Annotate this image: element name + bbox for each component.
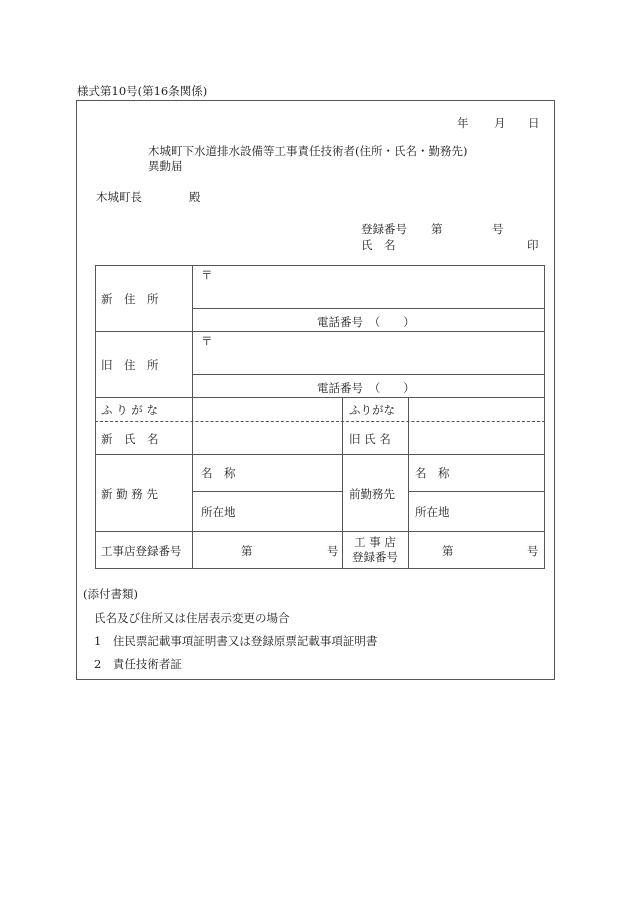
- name-column-divider: [408, 397, 409, 454]
- date-year-label: 年: [457, 116, 469, 130]
- attachment-item: 1 住民票記載事項証明書又は登録原票記載事項証明書: [94, 634, 378, 648]
- old-address-phone-divider: [192, 374, 545, 375]
- label-column-divider: [192, 265, 193, 569]
- registration-dai-label: 第: [431, 222, 443, 236]
- employer-name-label: 名 称: [201, 466, 236, 480]
- row-divider: [95, 531, 545, 532]
- old-address-label: 旧 住 所: [101, 358, 159, 372]
- date-month-label: 月: [494, 116, 506, 130]
- phone-number-label: 電話番号 （ ）: [317, 315, 415, 329]
- contractor-label-line2: 登録番号: [352, 550, 398, 564]
- employer-column-divider: [408, 454, 409, 569]
- new-employer-label: 新 勤 務 先: [101, 487, 158, 501]
- contractor-registration-label: 工事店登録番号: [101, 544, 182, 558]
- form-number-label: 様式第10号(第16条関係): [77, 84, 208, 98]
- attachment-item: 2 責任技術者証: [94, 657, 182, 671]
- new-address-phone-divider: [192, 308, 545, 309]
- applicant-name-label: 氏 名: [361, 238, 396, 252]
- change-details-table: [95, 265, 545, 569]
- registration-go-label: 号: [527, 544, 539, 558]
- registration-number-label: 登録番号: [361, 222, 407, 236]
- postal-mark: 〒: [201, 268, 213, 282]
- new-address-label: 新 住 所: [101, 292, 159, 306]
- date-day-label: 日: [528, 116, 540, 130]
- attachments-title: (添付書類): [83, 587, 138, 601]
- name-column-divider: [342, 397, 343, 454]
- furigana-dashed-divider: [95, 421, 545, 422]
- new-name-label: 新 氏 名: [101, 432, 159, 446]
- registration-dai-label: 第: [241, 544, 253, 558]
- employer-sub-divider: [408, 491, 545, 492]
- form-title-line2: 異動届: [148, 159, 183, 173]
- employer-name-label: 名 称: [415, 466, 450, 480]
- contractor-label-line1: 工 事 店: [354, 535, 396, 549]
- table-border-right: [544, 265, 545, 569]
- registration-go-label: 号: [327, 544, 339, 558]
- employer-location-label: 所在地: [415, 505, 450, 519]
- furigana-label: ふりがな: [349, 403, 395, 417]
- seal-mark: 印: [527, 238, 539, 252]
- addressee-honorific: 殿: [189, 190, 201, 204]
- row-divider: [95, 331, 545, 332]
- employer-location-label: 所在地: [201, 505, 236, 519]
- registration-go-label: 号: [492, 222, 504, 236]
- form-title-line1: 木城町下水道排水設備等工事責任技術者(住所・氏名・勤務先): [148, 144, 468, 158]
- registration-dai-label: 第: [442, 544, 454, 558]
- phone-number-label: 電話番号 （ ）: [317, 381, 415, 395]
- row-divider: [95, 397, 545, 398]
- old-name-label: 旧 氏 名: [349, 432, 391, 446]
- addressee-name: 木城町長: [96, 190, 142, 204]
- table-border-bottom: [95, 568, 545, 569]
- employer-sub-divider: [192, 491, 342, 492]
- attachments-note: 氏名及び住所又は住居表示変更の場合: [94, 611, 290, 625]
- table-border-top: [95, 265, 545, 266]
- row-divider: [95, 454, 545, 455]
- previous-employer-label: 前勤務先: [349, 487, 395, 501]
- postal-mark: 〒: [201, 334, 213, 348]
- contractor-registration-label-right: [342, 535, 408, 565]
- table-border-left: [95, 265, 96, 569]
- furigana-label: ふ り が な: [101, 403, 158, 417]
